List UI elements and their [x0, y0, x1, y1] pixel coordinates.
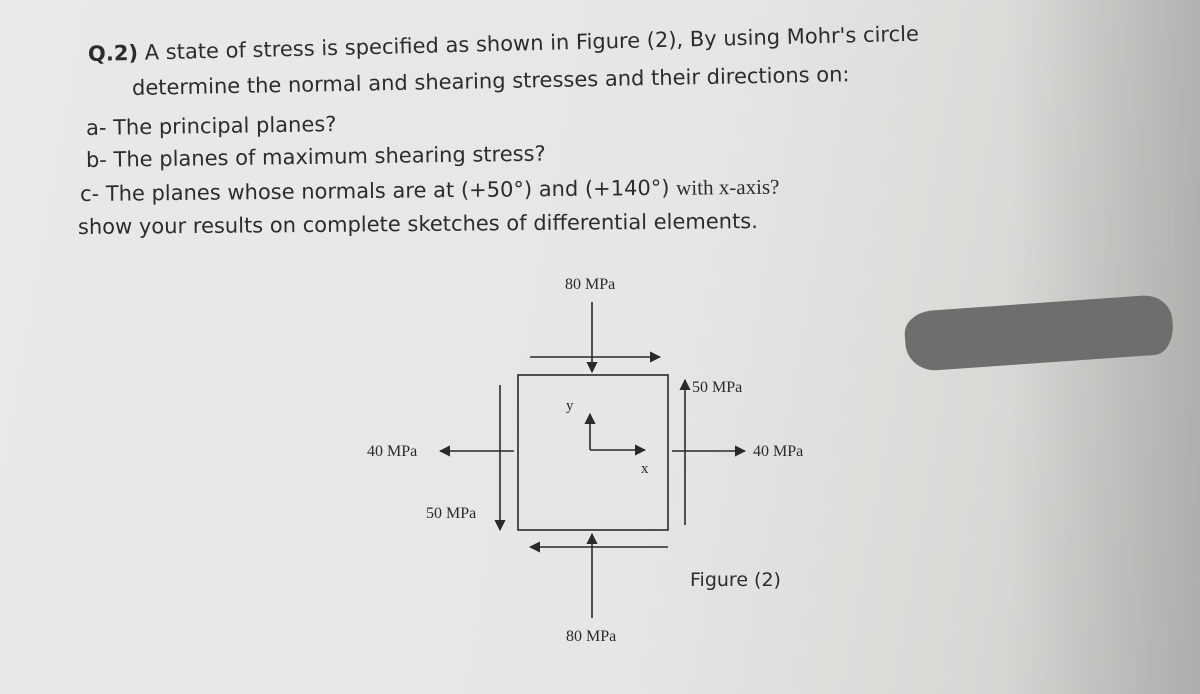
right-normal-label: 40 MPa — [753, 443, 804, 460]
x-axis-label: x — [641, 461, 649, 477]
left-normal-label: 40 MPa — [367, 443, 418, 460]
item-c-start: c- The planes whose normals are at (+50°) and (+140°) — [79, 175, 677, 206]
figure-caption: Figure (2) — [690, 569, 781, 591]
item-c-end: with x-axis? — [676, 174, 780, 200]
element-square — [518, 375, 668, 530]
item-b: b- The planes of maximum shearing stress? — [85, 141, 546, 172]
question-line-2: determine the normal and shearing stresses and their directions on: — [131, 62, 850, 100]
item-a: a- The principal planes? — [85, 112, 337, 140]
right-shear-label: 50 MPa — [692, 379, 743, 396]
question-number: Q.2) — [87, 40, 139, 66]
left-shear-label: 50 MPa — [426, 505, 477, 522]
instruction: show your results on complete sketches of differential elements. — [77, 209, 758, 239]
top-normal-label: 80 MPa — [565, 276, 616, 293]
question-line-1-text: A state of stress is specified as shown in Figure (2), By using Mohr's circle — [144, 21, 920, 65]
bottom-normal-label: 80 MPa — [566, 628, 617, 645]
y-axis-label: y — [566, 398, 574, 414]
